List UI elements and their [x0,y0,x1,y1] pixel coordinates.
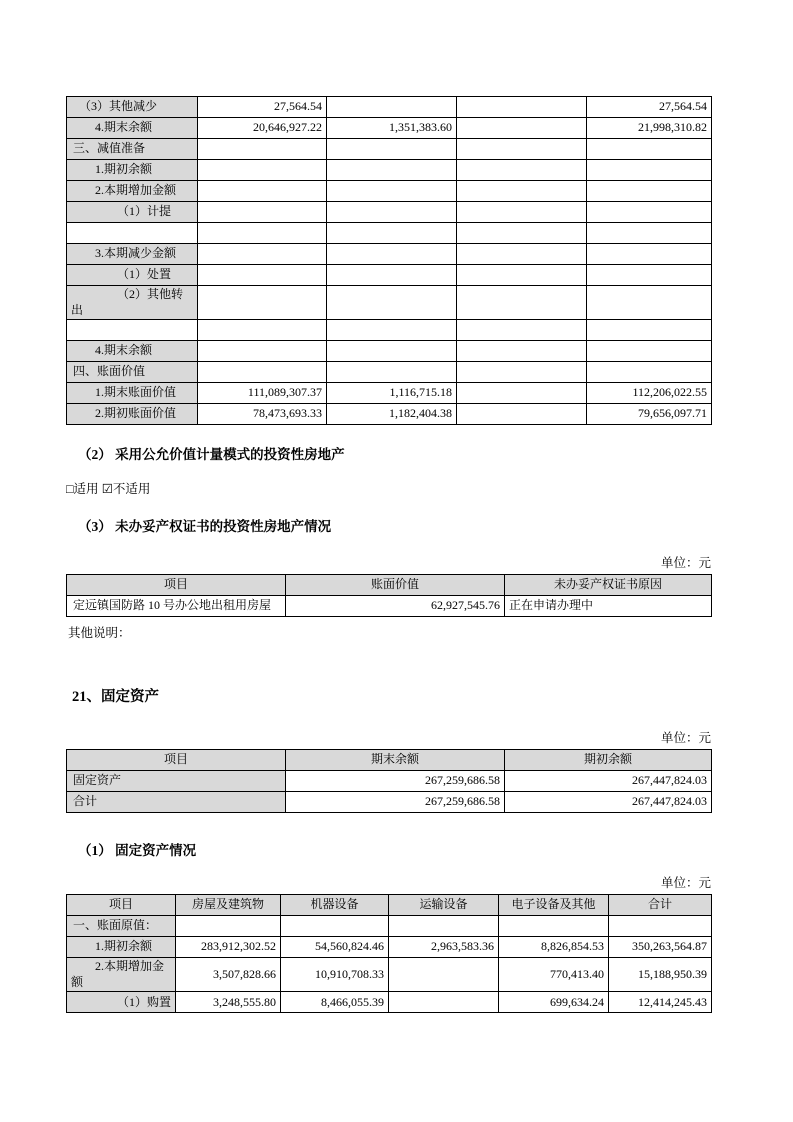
cell-value [457,404,587,425]
cell-value [587,202,712,223]
cell-value [198,362,327,383]
cell-value [198,286,327,320]
cell-value [457,223,587,244]
row-label: 3.本期减少金额 [67,244,198,265]
row-label: 固定资产 [67,771,286,792]
row-label: 合计 [67,792,286,813]
row-label: （2）其他转出 [67,286,198,320]
row-label: （1）处置 [67,265,198,286]
cell-value: 267,447,824.03 [505,771,712,792]
cell-value [327,341,457,362]
cell-value: 111,089,307.37 [198,383,327,404]
cell-value: 267,259,686.58 [286,792,505,813]
unit-label: 单位：元 [660,731,711,746]
cell-value [587,320,712,341]
cell-value [587,181,712,202]
table-row [67,792,712,813]
section-heading-fixed-assets-detail: （1） 固定资产情况 [78,843,197,859]
column-header: 期末余额 [286,750,505,771]
cell-value [327,320,457,341]
row-label: （1）计提 [67,202,198,223]
row-label: 一、账面原值： [67,916,176,937]
row-label: 2.本期增加金额 [67,181,198,202]
cell-value: 267,259,686.58 [286,771,505,792]
cell-value: 8,466,055.39 [281,992,389,1013]
cell-value: 12,414,245.43 [609,992,712,1013]
table-body [67,771,712,813]
cell-value [457,341,587,362]
row-label [67,223,198,244]
row-label: 4.期末余额 [67,118,198,139]
row-label: 4.期末余额 [67,341,198,362]
table-row [67,596,712,617]
table-row [67,320,712,341]
cell-value [587,223,712,244]
cell-value [389,992,499,1013]
row-label: 三、减值准备 [67,139,198,160]
cell-value: 1,182,404.38 [327,404,457,425]
cell-value [281,916,389,937]
column-header: 运输设备 [389,895,499,916]
table-body [67,596,712,617]
cell-value [499,916,609,937]
cell-value: 112,206,022.55 [587,383,712,404]
unit-label: 单位：元 [660,876,711,891]
table-row [67,341,712,362]
cell-value: 3,507,828.66 [176,958,281,992]
cell-value [198,202,327,223]
cell-value [176,916,281,937]
cell-value: 1,351,383.60 [327,118,457,139]
column-header: 电子设备及其他 [499,895,609,916]
row-label: 定远镇国防路 10 号办公地出租用房屋 [67,596,286,617]
cell-value [198,265,327,286]
cell-value: 21,998,310.82 [587,118,712,139]
cell-value [457,286,587,320]
cell-value [198,160,327,181]
cell-value [457,383,587,404]
column-header: 房屋及建筑物 [176,895,281,916]
cell-value: 1,116,715.18 [327,383,457,404]
cell-value: 79,656,097.71 [587,404,712,425]
table-row [67,937,712,958]
table-row [67,139,712,160]
row-label: 2.本期增加金额 [67,958,176,992]
other-notes-label: 其他说明： [68,626,131,641]
column-header: 项目 [67,575,286,596]
table-row [67,383,712,404]
checkbox-not-applicable: ☑不适用 [101,482,151,497]
no-certificate-table [66,574,712,617]
table-row [67,916,712,937]
table-header [67,895,712,916]
cell-value: 20,646,927.22 [198,118,327,139]
cell-value [327,181,457,202]
row-label: （3）其他减少 [67,97,198,118]
cell-value: 2,963,583.36 [389,937,499,958]
cell-value [327,139,457,160]
cell-value: 62,927,545.76 [286,596,505,617]
cell-value [327,202,457,223]
table-body [67,97,712,425]
cell-value [587,341,712,362]
unit-label: 单位：元 [660,556,711,571]
cell-value: 770,413.40 [499,958,609,992]
cell-value [198,244,327,265]
cell-value [457,118,587,139]
cell-value [587,244,712,265]
cell-value: 3,248,555.80 [176,992,281,1013]
cell-value: 27,564.54 [587,97,712,118]
column-header: 项目 [67,750,286,771]
section-heading-fixed-assets: 21、固定资产 [72,689,159,706]
cell-value: 8,826,854.53 [499,937,609,958]
table-body [67,916,712,1013]
row-label: 2.期初账面价值 [67,404,198,425]
cell-value: 78,473,693.33 [198,404,327,425]
cell-value [587,160,712,181]
table-header [67,750,712,771]
cell-value [327,160,457,181]
table-row [67,118,712,139]
cell-value: 54,560,824.46 [281,937,389,958]
cell-value: 10,910,708.33 [281,958,389,992]
table-row [67,202,712,223]
cell-value [457,320,587,341]
cell-value [587,139,712,160]
table-row [67,223,712,244]
cell-value [198,320,327,341]
fixed-assets-summary-table [66,749,712,813]
cell-value [457,202,587,223]
row-label: 1.期初余额 [67,160,198,181]
checkbox-applicable: □适用 [66,482,99,497]
fixed-assets-detail-table [66,894,712,1013]
cell-value [609,916,712,937]
cell-value [457,181,587,202]
cell-value [457,139,587,160]
table-row [67,286,712,320]
cell-value: 正在申请办理中 [505,596,712,617]
table-header [67,575,712,596]
header-row [67,750,712,771]
cell-value [327,97,457,118]
row-label [67,320,198,341]
header-row [67,895,712,916]
cell-value [198,341,327,362]
column-header: 未办妥产权证书原因 [505,575,712,596]
cell-value [327,244,457,265]
table-row [67,181,712,202]
table-row [67,958,712,992]
cell-value [457,244,587,265]
cell-value [327,362,457,383]
table-row [67,362,712,383]
table-row [67,265,712,286]
column-header: 期初余额 [505,750,712,771]
table-row [67,404,712,425]
column-header: 机器设备 [281,895,389,916]
cell-value: 350,263,564.87 [609,937,712,958]
section-heading-fair-value-model: （2） 采用公允价值计量模式的投资性房地产 [78,447,345,463]
row-label: 四、账面价值 [67,362,198,383]
investment-property-continuation-table [66,96,712,425]
cell-value [198,223,327,244]
column-header: 账面价值 [286,575,505,596]
table-row [67,992,712,1013]
cell-value: 27,564.54 [198,97,327,118]
header-row [67,575,712,596]
cell-value [327,286,457,320]
cell-value [327,265,457,286]
cell-value [457,265,587,286]
cell-value [587,265,712,286]
cell-value [587,286,712,320]
table-row [67,244,712,265]
cell-value [457,362,587,383]
column-header: 项目 [67,895,176,916]
row-label: （1）购置 [67,992,176,1013]
cell-value: 699,634.24 [499,992,609,1013]
row-label: 1.期初余额 [67,937,176,958]
cell-value [457,97,587,118]
table-row [67,97,712,118]
cell-value: 283,912,302.52 [176,937,281,958]
cell-value [457,160,587,181]
applicability-line [66,479,711,497]
cell-value [198,181,327,202]
cell-value: 267,447,824.03 [505,792,712,813]
table-row [67,160,712,181]
cell-value [389,958,499,992]
column-header: 合计 [609,895,712,916]
cell-value [198,139,327,160]
cell-value [327,223,457,244]
cell-value [587,362,712,383]
table-row [67,771,712,792]
section-heading-no-certificate: （3） 未办妥产权证书的投资性房地产情况 [78,519,332,535]
row-label: 1.期末账面价值 [67,383,198,404]
cell-value [389,916,499,937]
document-page [66,0,711,1013]
cell-value: 15,188,950.39 [609,958,712,992]
